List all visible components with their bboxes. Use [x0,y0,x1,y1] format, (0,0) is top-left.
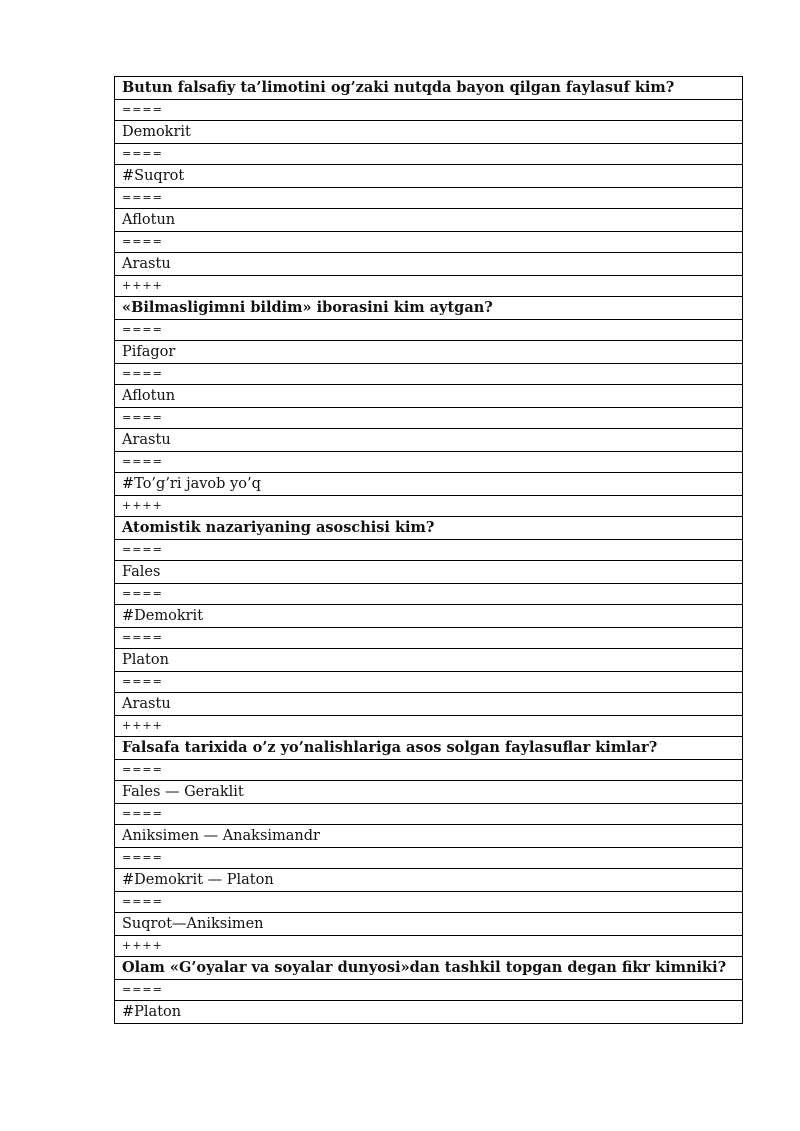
answer-option: Arastu [115,693,743,716]
answer-row [115,209,743,232]
answer-row [115,605,743,628]
separator-marker: ==== [115,539,743,561]
answer-row [115,1001,743,1024]
answer-row [115,869,743,892]
question-text: Atomistik nazariyaning asoschisi kim? [115,517,743,540]
answer-option: Arastu [115,253,743,276]
separator-marker: ==== [115,187,743,209]
separator-row [115,979,743,1001]
separator-row [115,187,743,209]
answer-option: #Demokrit — Platon [115,869,743,892]
separator-marker: ==== [115,407,743,429]
separator-row [115,583,743,605]
answer-row [115,649,743,672]
question-row [115,957,743,980]
separator-marker: ==== [115,803,743,825]
answer-option: Platon [115,649,743,672]
separator-marker: ++++ [115,275,743,297]
answer-row [115,693,743,716]
separator-row [115,759,743,781]
quiz-table-body [115,77,743,1024]
separator-marker: ==== [115,891,743,913]
separator-row [115,715,743,737]
quiz-table [114,76,743,1024]
answer-option: Aflotun [115,209,743,232]
separator-row [115,363,743,385]
separator-row [115,451,743,473]
separator-marker: ==== [115,583,743,605]
question-row [115,297,743,320]
separator-marker: ==== [115,143,743,165]
separator-marker: ==== [115,319,743,341]
answer-row [115,385,743,408]
answer-option: Suqrot—Aniksimen [115,913,743,936]
separator-row [115,99,743,121]
answer-row [115,561,743,584]
separator-marker: ==== [115,99,743,121]
answer-row [115,473,743,496]
separator-row [115,935,743,957]
question-row [115,517,743,540]
separator-marker: ==== [115,979,743,1001]
answer-option: #Platon [115,1001,743,1024]
answer-option: Demokrit [115,121,743,144]
separator-marker: ==== [115,363,743,385]
question-row [115,77,743,100]
separator-row [115,319,743,341]
answer-row [115,253,743,276]
question-row [115,737,743,760]
separator-row [115,495,743,517]
separator-marker: ==== [115,847,743,869]
separator-marker: ++++ [115,495,743,517]
answer-row [115,165,743,188]
question-text: Butun falsafiy ta’limotini og’zaki nutqda bayon qilgan faylasuf kim? [115,77,743,100]
answer-row [115,341,743,364]
separator-marker: ==== [115,627,743,649]
separator-row [115,539,743,561]
answer-row [115,913,743,936]
separator-row [115,803,743,825]
separator-row [115,143,743,165]
separator-row [115,671,743,693]
answer-option: Aniksimen — Anaksimandr [115,825,743,848]
separator-marker: ==== [115,231,743,253]
answer-row [115,121,743,144]
answer-option: #To’g’ri javob yo’q [115,473,743,496]
separator-marker: ++++ [115,935,743,957]
answer-row [115,429,743,452]
separator-marker: ++++ [115,715,743,737]
answer-option: Fales — Geraklit [115,781,743,804]
question-text: Olam «G’oyalar va soyalar dunyosi»dan tashkil topgan degan fikr kimniki? [115,957,743,980]
separator-row [115,275,743,297]
answer-option: #Suqrot [115,165,743,188]
separator-marker: ==== [115,451,743,473]
separator-row [115,407,743,429]
answer-option: Pifagor [115,341,743,364]
separator-marker: ==== [115,671,743,693]
separator-marker: ==== [115,759,743,781]
answer-row [115,781,743,804]
answer-option: Aflotun [115,385,743,408]
question-text: «Bilmasligimni bildim» iborasini kim aytgan? [115,297,743,320]
separator-row [115,627,743,649]
question-text: Falsafa tarixida o’z yo’nalishlariga asos solgan faylasuflar kimlar? [115,737,743,760]
separator-row [115,231,743,253]
separator-row [115,891,743,913]
answer-option: Fales [115,561,743,584]
separator-row [115,847,743,869]
answer-option: #Demokrit [115,605,743,628]
answer-row [115,825,743,848]
answer-option: Arastu [115,429,743,452]
